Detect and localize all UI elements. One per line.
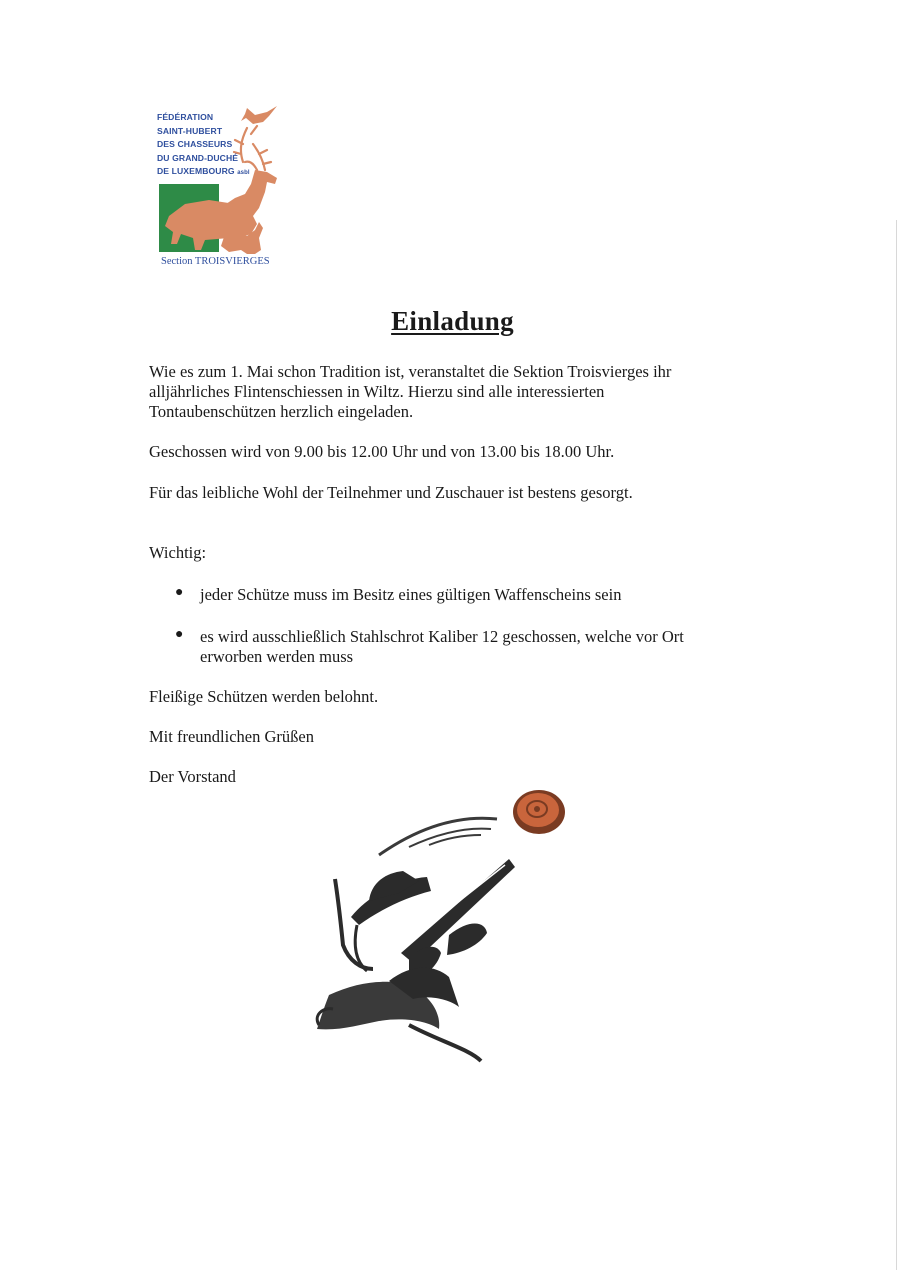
times-paragraph: Geschossen wird von 9.00 bis 12.00 Uhr und von 13.00 bis 18.00 Uhr. <box>149 442 615 461</box>
bullet-text: jeder Schütze muss im Besitz eines gültigen Waffenscheins sein <box>200 585 622 604</box>
reward-paragraph: Fleißige Schützen werden belohnt. <box>149 687 379 706</box>
logo-line: DES CHASSEURS <box>157 139 233 150</box>
clay-target-icon <box>513 790 565 834</box>
bullet-text: erworben werden muss <box>200 647 354 666</box>
bullet-icon: ● <box>175 585 184 600</box>
signature: Der Vorstand <box>149 767 236 786</box>
logo-line: SAINT-HUBERT <box>157 125 223 136</box>
page-title: Einladung <box>391 306 514 336</box>
bullet-text: es wird ausschließlich Stahlschrot Kaliber 12 geschossen, welche vor Ort <box>200 627 684 646</box>
logo-line: DU GRAND-DUCHÉ <box>157 152 239 163</box>
intro-line: Tontaubenschützen herzlich eingeladen. <box>149 402 414 421</box>
greeting: Mit freundlichen Grüßen <box>149 727 314 746</box>
intro-line: Wie es zum 1. Mai schon Tradition ist, veranstaltet die Sektion Troisvierges ihr <box>149 362 672 381</box>
important-label: Wichtig: <box>149 543 207 562</box>
catering-paragraph: Für das leibliche Wohl der Teilnehmer und Zuschauer ist bestens gesorgt. <box>149 483 633 502</box>
logo-line: DE LUXEMBOURG asbl <box>157 166 250 177</box>
clay-shooter-illustration-icon <box>309 785 574 1070</box>
bullet-icon: ● <box>175 627 184 642</box>
logo-asbl: asbl <box>237 170 250 177</box>
logo-org-name <box>157 111 250 181</box>
logo-section-name: Section TROISVIERGES <box>161 256 270 267</box>
logo-line: FÉDÉRATION <box>157 112 214 122</box>
intro-line: alljährliches Flintenschiessen in Wiltz. Hierzu sind alle interessierten <box>149 382 605 401</box>
federation-logo <box>155 104 285 272</box>
scan-edge <box>896 220 897 1270</box>
